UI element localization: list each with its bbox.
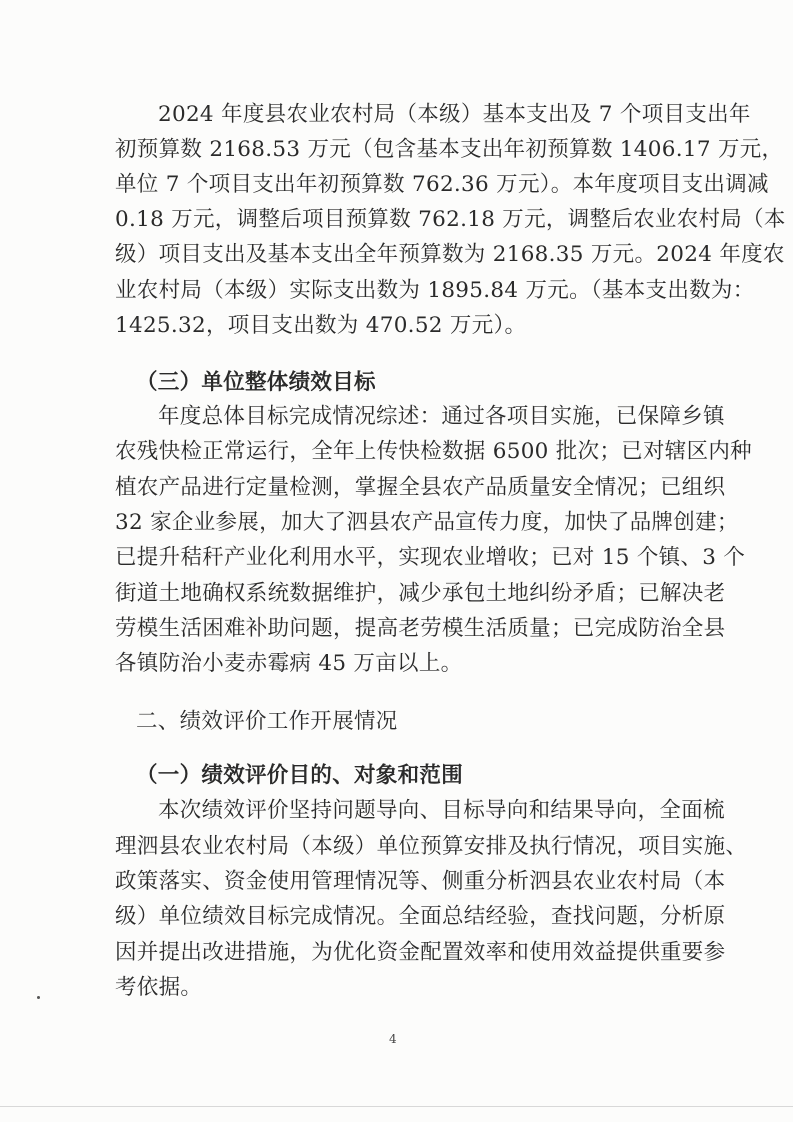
paragraph1-line: 0.18 万元，调整后项目预算数 762.18 万元，调整后农业农村局（本: [115, 207, 786, 232]
heading-evaluation-purpose: （一）绩效评价目的、对象和范围: [136, 763, 464, 788]
paragraph1-line: 1425.32，项目支出数为 470.52 万元）。: [115, 313, 527, 338]
paragraph1-line: 单位 7 个项目支出年初预算数 762.36 万元）。本年度项目支出调减: [115, 172, 769, 197]
paragraph3-line: 本次绩效评价坚持问题导向、目标导向和结果导向，全面梳: [158, 798, 725, 823]
paragraph2-line: 植农产品进行定量检测，掌握全县农产品质量安全情况；已组织: [115, 475, 726, 500]
paragraph3-line: 理泗县农业农村局（本级）单位预算安排及执行情况，项目实施、: [115, 834, 748, 859]
paragraph2-line: 各镇防治小麦赤霉病 45 万亩以上。: [115, 651, 463, 676]
paragraph2-line: 已提升秸秆产业化利用水平，实现农业增收；已对 15 个镇、3 个: [115, 545, 746, 570]
paragraph2-line: 街道土地确权系统数据维护，减少承包土地纠纷矛盾；已解决老: [115, 581, 726, 606]
paragraph2-line: 农残快检正常运行，全年上传快检数据 6500 批次；已对辖区内种: [115, 439, 752, 464]
page-number: 4: [389, 1032, 397, 1046]
paragraph2-line: 年度总体目标完成情况综述：通过各项目实施，已保障乡镇: [158, 404, 725, 429]
section-title-evaluation-work: 二、绩效评价工作开展情况: [136, 709, 398, 734]
scan-speck: [37, 996, 40, 999]
paragraph1-line: 业农村局（本级）实际支出数为 1895.84 万元。（基本支出数为：: [115, 278, 755, 303]
paragraph1-line: 2024 年度县农业农村局（本级）基本支出及 7 个项目支出年: [158, 102, 751, 127]
paragraph3-line: 级）单位绩效目标完成情况。全面总结经验，查找问题，分析原: [115, 904, 726, 929]
paragraph3-line: 政策落实、资金使用管理情况等、侧重分析泗县农业农村局（本: [115, 869, 726, 894]
paragraph3-line: 因并提出改进措施，为优化资金配置效率和使用效益提供重要参: [115, 940, 726, 965]
scan-edge: [0, 1106, 793, 1107]
paragraph1-line: 初预算数 2168.53 万元（包含基本支出年初预算数 1406.17 万元，: [115, 137, 784, 162]
paragraph2-line: 32 家企业参展，加大了泗县农产品宣传力度，加快了品牌创建；: [115, 510, 739, 535]
paragraph3-line: 考依据。: [115, 975, 203, 1000]
heading-unit-performance-goals: （三）单位整体绩效目标: [136, 370, 376, 395]
paragraph2-line: 劳模生活困难补助问题，提高老劳模生活质量；已完成防治全县: [115, 616, 726, 641]
paragraph1-line: 级）项目支出及基本支出全年预算数为 2168.35 万元。2024 年度农: [115, 242, 785, 267]
